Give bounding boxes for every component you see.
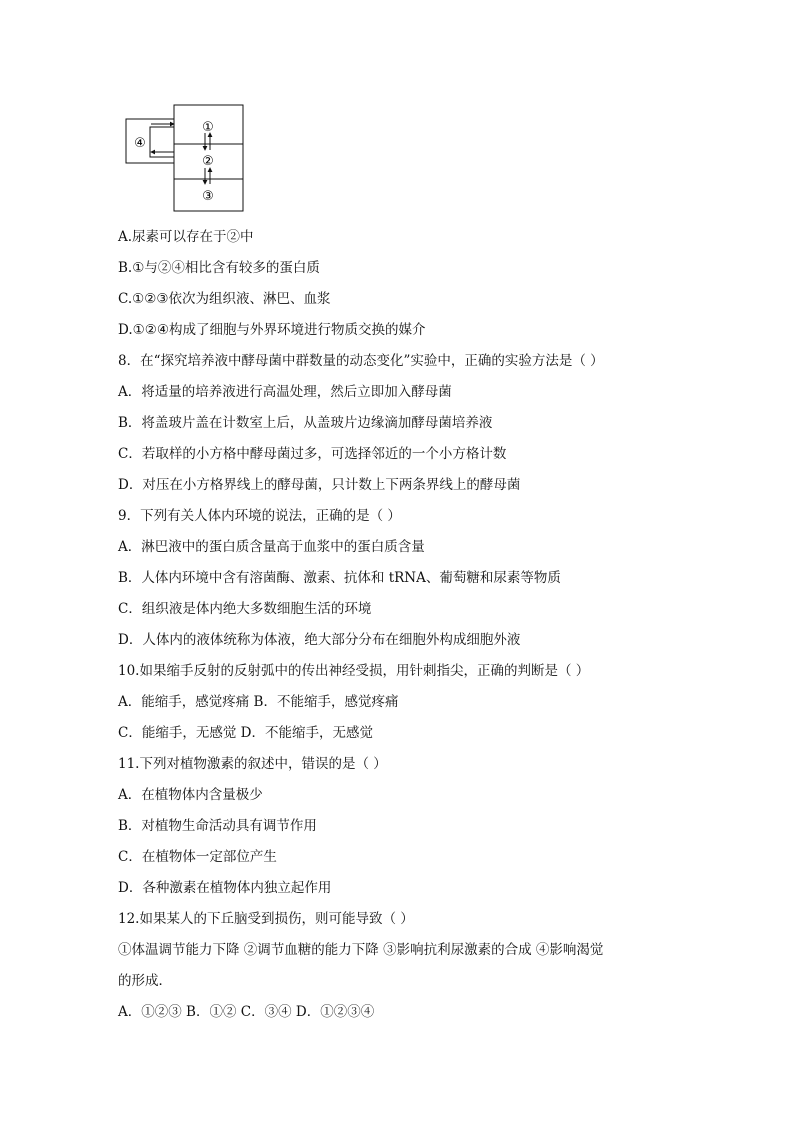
q11-option-d: D．各种激素在植物体内独立起作用 (118, 880, 332, 896)
q12-stem: 12.如果某人的下丘脑受到损伤，则可能导致（ ） (118, 911, 414, 927)
q7-option-b: B.①与②④相比含有较多的蛋白质 (118, 260, 320, 276)
q11-option-b: B．对植物生命活动具有调节作用 (118, 818, 317, 834)
q8-option-b: B．将盖玻片盖在计数室上后，从盖玻片边缘滴加酵母菌培养液 (118, 415, 493, 431)
label-3: ③ (202, 189, 214, 204)
q11-stem: 11.下列对植物激素的叙述中，错误的是（ ） (118, 756, 387, 772)
q7-option-a: A.尿素可以存在于②中 (118, 229, 254, 245)
label-4: ④ (134, 136, 146, 151)
q9-option-a: A．淋巴液中的蛋白质含量高于血浆中的蛋白质含量 (118, 539, 425, 555)
q10-options-cd: C．能缩手，无感觉 D．不能缩手，无感觉 (118, 725, 373, 741)
q9-stem: 9．下列有关人体内环境的说法，正确的是（ ） (118, 508, 401, 524)
q8-option-d: D．对压在小方格界线上的酵母菌，只计数上下两条界线上的酵母菌 (118, 477, 521, 493)
q9-option-c: C．组织液是体内绝大多数细胞生活的环境 (118, 601, 372, 617)
q10-stem: 10.如果缩手反射的反射弧中的传出神经受损，用针刺指尖，正确的判断是（ ） (118, 663, 590, 679)
q7-option-d: D.①②④构成了细胞与外界环境进行物质交换的媒介 (118, 322, 426, 338)
q11-option-a: A．在植物体内含量极少 (118, 787, 263, 803)
label-2: ② (202, 154, 214, 169)
body-fluid-diagram (124, 104, 250, 212)
q7-option-c: C.①②③依次为组织液、淋巴、血浆 (118, 291, 331, 307)
q9-option-b: B．人体内环境中含有溶菌酶、激素、抗体和 tRNA、葡萄糖和尿素等物质 (118, 570, 561, 586)
label-1: ① (202, 120, 214, 135)
q12-items-continued: 的形成． (118, 973, 172, 989)
q11-option-c: C．在植物体一定部位产生 (118, 849, 277, 865)
q8-stem: 8．在“探究培养液中酵母菌中群数量的动态变化”实验中，正确的实验方法是（ ） (118, 353, 604, 369)
q8-option-a: A．将适量的培养液进行高温处理，然后立即加入酵母菌 (118, 384, 452, 400)
q10-options-ab: A．能缩手，感觉疼痛 B．不能缩手，感觉疼痛 (118, 694, 399, 710)
q12-options: A．①②③ B．①② C．③④ D．①②③④ (118, 1004, 375, 1020)
q9-option-d: D．人体内的液体统称为体液，绝大部分分布在细胞外构成细胞外液 (118, 632, 521, 648)
q12-items: ①体温调节能力下降 ②调节血糖的能力下降 ③影响抗利尿激素的合成 ④影响渴觉 (118, 942, 604, 958)
q8-option-c: C．若取样的小方格中酵母菌过多，可选择邻近的一个小方格计数 (118, 446, 507, 462)
